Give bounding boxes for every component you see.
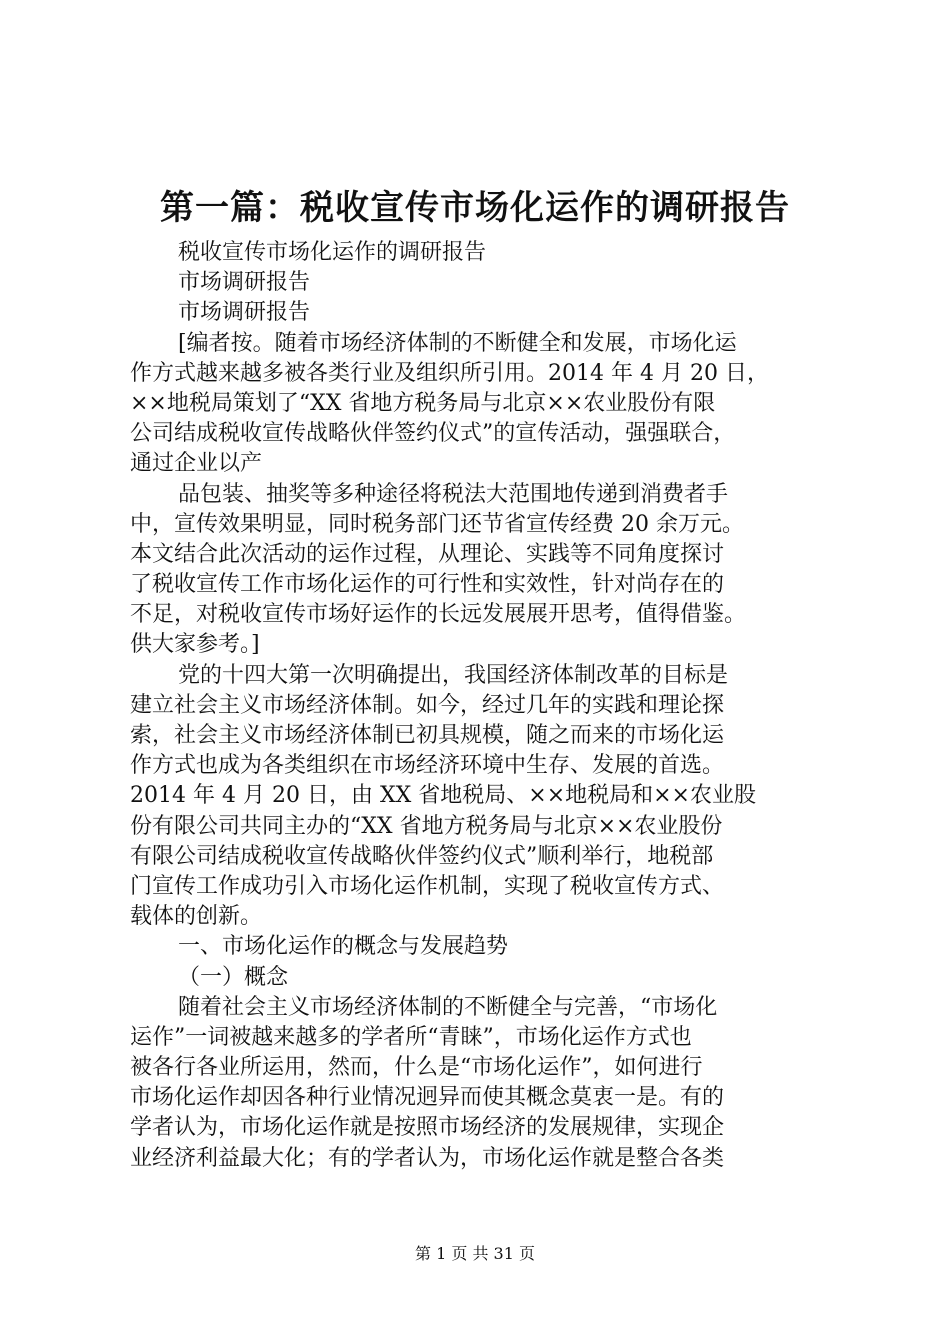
text-line: 运作”一词被越来越多的学者所“青睐”，市场化运作方式也 (130, 1024, 692, 1050)
document-title: 第一篇：税收宣传市场化运作的调研报告 (160, 188, 790, 228)
text-line: 门宣传工作成功引入市场化运作机制，实现了税收宣传方式、 (130, 873, 725, 899)
text-line: 供大家参考。] (130, 632, 260, 658)
text-line: 被各行各业所运用，然而，什么是“市场化运作”，如何进行 (130, 1055, 703, 1081)
text-line: 份有限公司共同主办的“XX 省地方税务局与北京××农业股份 (130, 813, 723, 839)
document-body (130, 238, 838, 1174)
text-line: [编者按。随着市场经济体制的不断健全和发展，市场化运 (178, 330, 737, 356)
text-line: ××地税局策划了“XX 省地方税务局与北京××农业股份有限 (130, 390, 716, 416)
text-line: 索，社会主义市场经济体制已初具规模，随之而来的市场化运 (130, 723, 725, 748)
text-line: 载体的创新。 (130, 904, 263, 930)
text-line: 党的十四大第一次明确提出，我国经济体制改革的目标是 (178, 662, 729, 688)
text-line: 中，宣传效果明显，同时税务部门还节省宣传经费 20 余万元。 (130, 511, 744, 537)
text-line: 2014 年 4 月 20 日，由 XX 省地税局、××地税局和××农业股 (130, 783, 756, 809)
text-line: 有限公司结成税收宣传战略伙伴签约仪式”顺利举行，地税部 (130, 843, 714, 869)
text-line: 作方式越来越多被各类行业及组织所引用。2014 年 4 月 20 日， (130, 360, 769, 386)
text-line: 学者认为，市场化运作就是按照市场经济的发展规律，实现企 (130, 1115, 725, 1141)
text-line: 了税收宣传工作市场化运作的可行性和实效性，针对尚存在的 (130, 572, 725, 598)
text-line: 品包装、抽奖等多种途径将税法大范围地传递到消费者手 (178, 481, 729, 507)
text-line: 不足，对税收宣传市场好运作的长远发展展开思考，值得借鉴。 (130, 602, 747, 628)
text-line: 随着社会主义市场经济体制的不断健全与完善，“市场化 (178, 994, 718, 1020)
text-line: 一、市场化运作的概念与发展趋势 (178, 934, 509, 960)
text-line: 市场化运作却因各种行业情况迥异而使其概念莫衷一是。有的 (130, 1085, 725, 1111)
text-line: 市场调研报告 (178, 300, 311, 326)
text-line: 建立社会主义市场经济体制。如今，经过几年的实践和理论探 (130, 692, 725, 718)
text-line: 公司结成税收宣传战略伙伴签约仪式”的宣传活动，强强联合， (130, 421, 736, 447)
page-footer: 第 1 页 共 31 页 (415, 1244, 535, 1263)
text-line: 市场调研报告 (178, 270, 311, 296)
text-line: 本文结合此次活动的运作过程，从理论、实践等不同角度探讨 (130, 541, 725, 567)
text-line: 税收宣传市场化运作的调研报告 (178, 240, 487, 265)
text-line: 通过企业以产 (130, 451, 263, 477)
text-line: （一）概念 (178, 964, 289, 990)
text-line: 业经济利益最大化；有的学者认为，市场化运作就是整合各类 (130, 1145, 725, 1171)
text-line: 作方式也成为各类组织在市场经济环境中生存、发展的首选。 (130, 753, 725, 779)
